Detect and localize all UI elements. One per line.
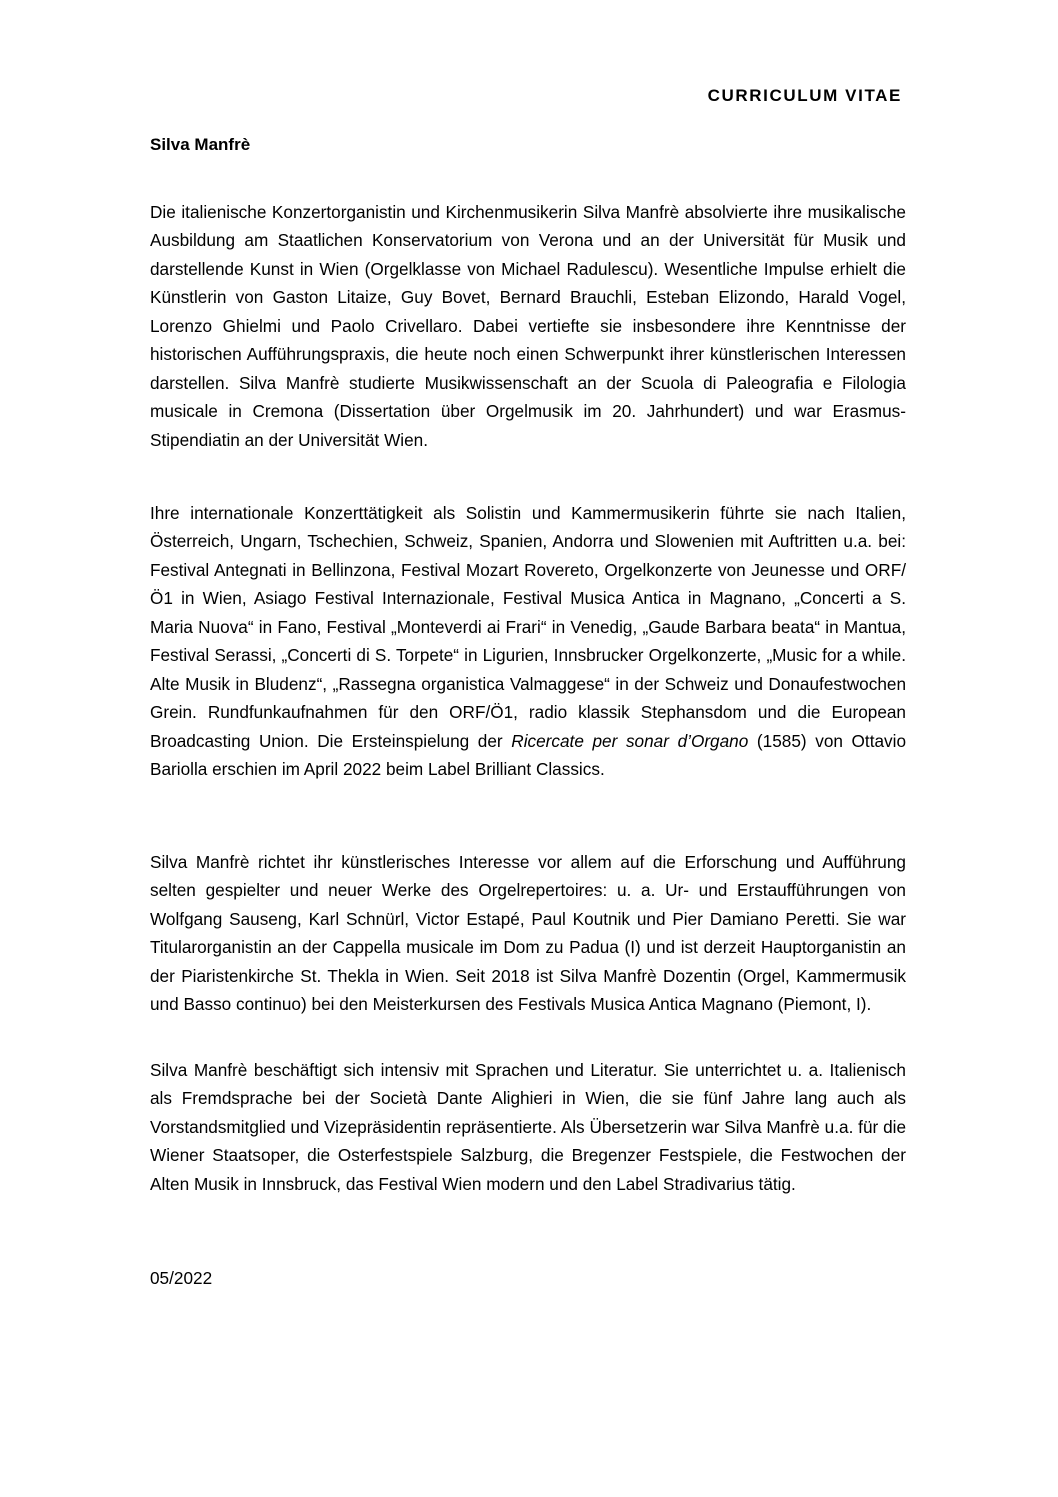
document-date: 05/2022 bbox=[150, 1268, 213, 1288]
biography-paragraph-1: Die italienische Konzertorganistin und Kirchenmusikerin Silva Manfrè absolvierte ihre musikalische Ausbildung am Staatlichen Konservatorium von Verona und an der Universität für Musik und darstellende Kunst in Wien (Orgelklasse von Michael Radulescu). Wesentliche Impulse erhielt die Künstlerin von Gaston Litaize, Guy Bovet, Bernard Brauchli, Esteban Elizondo, Harald Vogel, Lorenzo Ghielmi und Paolo Crivellaro. Dabei vertiefte sie insbesondere ihre Kenntnisse der historischen Aufführungspraxis, die heute noch einen Schwerpunkt ihrer künstlerischen Interessen darstellen. Silva Manfrè studierte Musikwissenschaft an der Scuola di Paleografia e Filologia musicale in Cremona (Dissertation über Orgelmusik im 20. Jahrhundert) und war Erasmus-Stipendiatin an der Universität Wien. bbox=[150, 202, 906, 450]
biography-paragraph-4: Silva Manfrè beschäftigt sich intensiv mit Sprachen und Literatur. Sie unterrichtet u. a. Italienisch als Fremdsprache bei der Società Dante Alighieri in Wien, die sie fünf Jahre lang auch als Vorstandsmitglied und Vizepräsidentin repräsentierte. Als Übersetzerin war Silva Manfrè u.a. für die Wiener Staatsoper, die Osterfestspiele Salzburg, die Bregenzer Festspiele, die Festwochen der Alten Musik in Innsbruck, das Festival Wien modern und den Label Stradivarius tätig. bbox=[150, 1060, 906, 1194]
biography-paragraph-2 bbox=[150, 499, 906, 784]
person-name: Silva Manfrè bbox=[150, 135, 251, 154]
paragraph-2-text-end: (1585) von Ottavio Bariolla erschien im April 2022 beim Label Brilliant Classics. bbox=[150, 730, 907, 780]
document-title: CURRICULUM VITAE bbox=[707, 86, 902, 105]
paragraph-2-text-start: Ihre internationale Konzerttätigkeit als Solistin und Kammermusikerin führte sie nach Italien, Österreich, Ungarn, Tschechien, Schweiz, Spanien, Andorra und Slowenien mit Auftritten u.a. bei: Festival Antegnati in Bellinzona, Festival Mozart Rovereto, Orgelkonzerte von Jeunesse und ORF/Ö1 in Wien, Asiago Festival Internazionale, Festival Musica Antica in Magnano, „Concerti a S. Maria Nuova“ in Fano, Festival „Monteverdi ai Frari“ in Venedig, „Gaude Barbara beata“ in Mantua, Festival Serassi, „Concerti di S. Torpete“ in Ligurien, Innsbrucker Orgelkonzerte, „Music for a while. Alte Musik in Bludenz“, „Rassegna organistica Valmaggese“ in der Schweiz und Donaufestwochen Grein. Rundfunkaufnahmen für den ORF/Ö1, radio klassik Stephansdom und die European Broadcasting Union. Die Ersteinspielung der bbox=[150, 503, 906, 751]
biography-paragraph-3: Silva Manfrè richtet ihr künstlerisches Interesse vor allem auf die Erforschung und Aufführung selten gespielter und neuer Werke des Orgelrepertoires: u. a. Ur- und Erstaufführungen von Wolfgang Sauseng, Karl Schnürl, Victor Estapé, Paul Koutnik und Pier Damiano Peretti. Sie war Titularorganistin an der Cappella musicale im Dom zu Padua (I) und ist derzeit Hauptorganistin an der Piaristenkirche St. Thekla in Wien. Seit 2018 ist Silva Manfrè Dozentin (Orgel, Kammermusik und Basso continuo) bei den Meisterkursen des Festivals Musica Antica Magnano (Piemont, I). bbox=[150, 852, 906, 1015]
recording-title: Ricercate per sonar d’Organo bbox=[511, 730, 749, 751]
